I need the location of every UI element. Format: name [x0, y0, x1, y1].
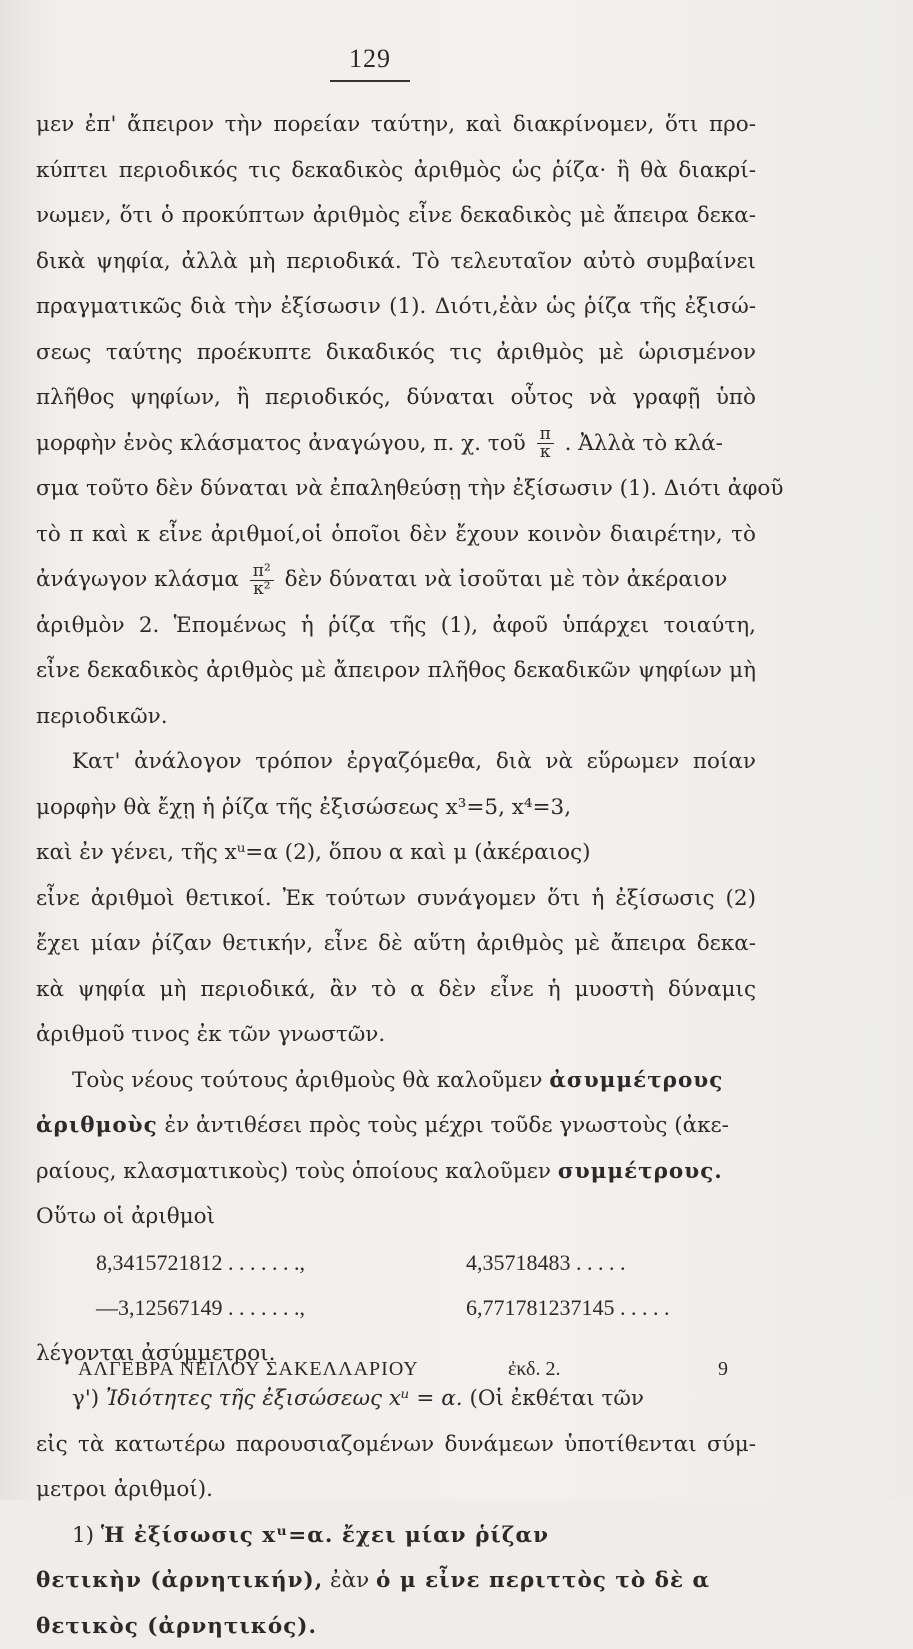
text-line: κὰ ψηφία μὴ περιοδικά, ἂν τὸ α δὲν εἶνε ἡ μυοστὴ δύναμις — [36, 967, 756, 1013]
fraction-numerator: π² — [250, 563, 274, 581]
text-segment: ἐὰν — [330, 1568, 369, 1593]
text-line — [36, 1558, 756, 1604]
text-line: πραγματικῶς διὰ τὴν ἐξίσωσιν (1). Διότι,ἐὰν ὡς ῥίζα τῆς ἐξισώ- — [36, 284, 756, 330]
text-line: σεως ταύτης προέκυπτε δικαδικός τις ἀριθμὸς μὲ ὡρισμένον — [36, 330, 756, 376]
irrational-number: —3,12567149 . . . . . . ., — [96, 1285, 305, 1331]
footer-book-title: ΑΛΓΕΒΡΑ ΝΕΙΛΟΥ ΣΑΚΕΛΛΑΡΙΟΥ — [78, 1358, 419, 1381]
page-number-rule — [330, 80, 410, 82]
text-segment: (Οἱ ἐκθέται τῶν — [469, 1386, 644, 1411]
text-line: τὸ π καὶ κ εἶνε ἀριθμοί,οἱ ὁποῖοι δὲν ἔχουν κοινὸν διαιρέτην, τὸ — [36, 512, 756, 558]
text-line: Οὕτω οἱ ἀριθμοὶ — [36, 1194, 756, 1240]
number-row — [36, 1285, 756, 1331]
fraction — [250, 563, 274, 598]
text-line-fraction — [36, 557, 756, 603]
bold-term: ἀσυμμέτρους — [549, 1068, 723, 1093]
number-row — [36, 1240, 756, 1286]
section-label: γ') — [72, 1386, 99, 1411]
irrational-number: 6,771781237145 . . . . . — [466, 1285, 670, 1331]
page-number: 129 — [330, 44, 410, 74]
text-line: πλῆθος ψηφίων, ἢ περιοδικός, δύναται οὗτος νὰ γραφῇ ὑπὸ — [36, 375, 756, 421]
text-line: μεν ἐπ' ἄπειρον τὴν πορείαν ταύτην, καὶ διακρίνομεν, ὅτι προ- — [36, 102, 756, 148]
text-segment: μορφὴν ἑνὸς κλάσματος ἀναγώγου, π. χ. τοῦ — [36, 431, 526, 456]
bold-statement: Ἡ ἐξίσωσις xᵘ=α. ἔχει μίαν ῥίζαν — [101, 1523, 549, 1548]
fraction-denominator: κ² — [250, 581, 274, 598]
text-segment: ἀνάγωγον κλάσμα — [36, 567, 239, 592]
text-line — [36, 1103, 756, 1149]
text-line: κύπτει περιοδικός τις δεκαδικὸς ἀριθμὸς ὡς ῥίζα· ἢ θὰ διακρί- — [36, 148, 756, 194]
text-segment: Τοὺς νέους τούτους ἀριθμοὺς θὰ καλοῦμεν — [72, 1068, 543, 1093]
bold-term: ἀριθμοὺς — [36, 1113, 158, 1138]
footer-edition: ἐκδ. 2. — [508, 1358, 560, 1381]
text-segment: ἐν ἀντιθέσει πρὸς τοὺς μέχρι τοῦδε γνωστοὺς (ἀκε- — [165, 1113, 729, 1138]
text-segment: ραίους, κλασματικοὺς) τοὺς ὁποίους καλοῦμεν — [36, 1159, 551, 1184]
fraction — [537, 426, 554, 461]
bold-statement: θετικὴν (ἀρνητικήν), — [36, 1568, 323, 1593]
text-line: περιοδικῶν. — [36, 694, 756, 740]
item-label: 1) — [72, 1523, 94, 1548]
text-line: νωμεν, ὅτι ὁ προκύπτων ἀριθμὸς εἶνε δεκαδικὸς μὲ ἄπειρα δεκα- — [36, 193, 756, 239]
text-line: μορφὴν θὰ ἔχῃ ἡ ῥίζα τῆς ἐξισώσεως x³=5, x⁴=3, — [36, 785, 756, 831]
irrational-number: 8,3415721812 . . . . . . ., — [96, 1240, 305, 1286]
text-line: σμα τοῦτο δὲν δύναται νὰ ἐπαληθεύσῃ τὴν ἐξίσωσιν (1). Διότι ἀφοῦ — [36, 466, 756, 512]
footer-signature-number: 9 — [718, 1358, 728, 1381]
fraction-numerator: π — [537, 426, 554, 444]
text-line — [36, 1058, 756, 1104]
text-line-fraction — [36, 421, 756, 467]
text-line: ἀριθμὸν 2. Ἑπομένως ἡ ῥίζα τῆς (1), ἀφοῦ ὑπάρχει τοιαύτη, — [36, 603, 756, 649]
text-line: Κατ' ἀνάλογον τρόπον ἐργαζόμεθα, διὰ νὰ εὕρωμεν ποίαν — [36, 739, 756, 785]
text-line: δικὰ ψηφία, ἀλλὰ μὴ περιοδικά. Τὸ τελευταῖον αὐτὸ συμβαίνει — [36, 239, 756, 285]
page-footer — [78, 1358, 738, 1392]
text-line: εἰς τὰ κατωτέρω παρουσιαζομένων δυνάμεων ὑποτίθενται σύμ- — [36, 1422, 756, 1468]
text-line: ἔχει μίαν ῥίζαν θετικήν, εἶνε δὲ αὕτη ἀριθμὸς μὲ ἄπειρα δεκα- — [36, 921, 756, 967]
irrational-number: 4,35718483 . . . . . — [466, 1240, 626, 1286]
section-title: Ἰδιότητες τῆς ἐξισώσεως xᵘ = α. — [106, 1386, 463, 1411]
text-line: λέγονται ἀσύμμετροι. — [36, 1331, 756, 1377]
text-line: μετροι ἀριθμοί). — [36, 1467, 756, 1513]
text-line — [36, 1513, 756, 1559]
text-line: εἶνε ἀριθμοὶ θετικοί. Ἐκ τούτων συνάγομεν ὅτι ἡ ἐξίσωσις (2) — [36, 876, 756, 922]
body-text — [36, 102, 756, 1649]
text-line: εἶνε δεκαδικὸς ἀριθμὸς μὲ ἄπειρον πλῆθος δεκαδικῶν ψηφίων μὴ — [36, 648, 756, 694]
text-line: καὶ ἐν γένει, τῆς xᵘ=α (2), ὅπου α καὶ μ (ἀκέραιος) — [36, 830, 756, 876]
bold-statement: ὁ μ εἶνε περιττὸς τὸ δὲ α — [376, 1568, 710, 1593]
bold-term: συμμέτρους. — [558, 1159, 723, 1184]
text-line: ἀριθμοῦ τινος ἐκ τῶν γνωστῶν. — [36, 1012, 756, 1058]
text-line — [36, 1149, 756, 1195]
text-segment: . Ἀλλὰ τὸ κλά- — [565, 431, 723, 456]
text-line: θετικὸς (ἀρνητικός). — [36, 1604, 756, 1649]
text-segment: δὲν δύναται νὰ ἰσοῦται μὲ τὸν ἀκέραιον — [285, 567, 728, 592]
fraction-denominator: κ — [537, 444, 554, 461]
